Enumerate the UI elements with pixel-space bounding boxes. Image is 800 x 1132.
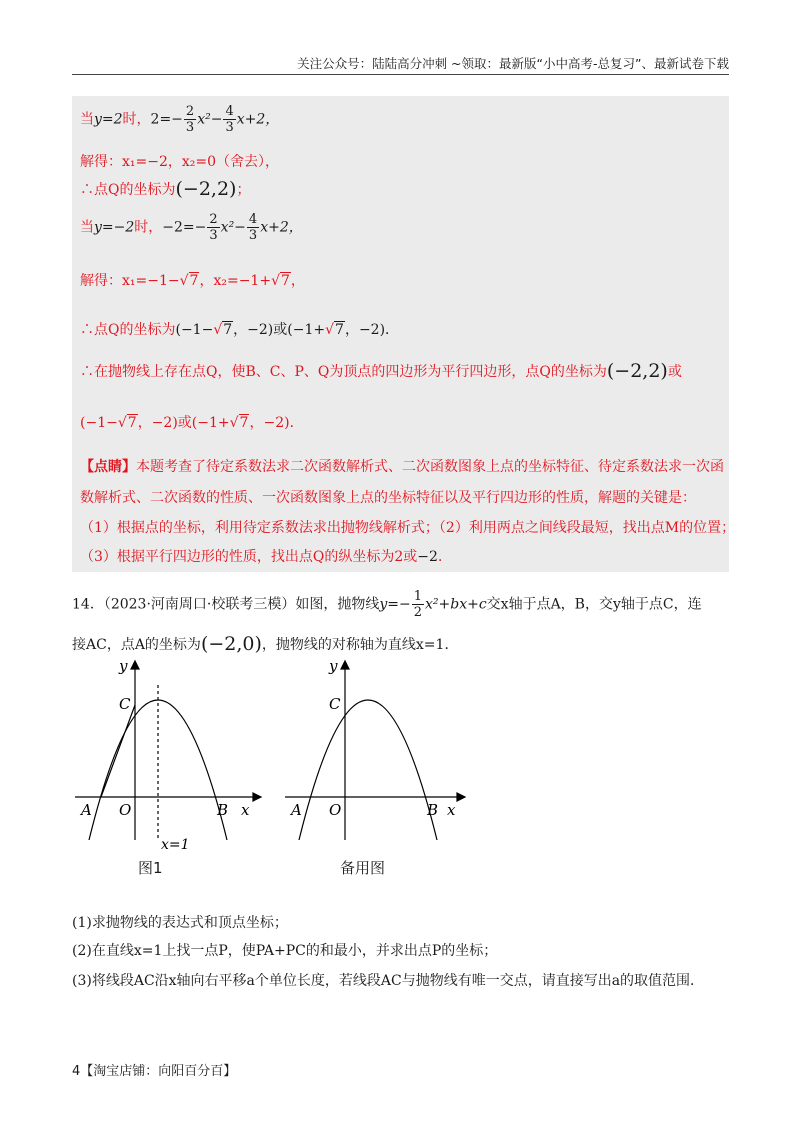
fraction: $\frac{2}{3}$	[209, 212, 218, 243]
label-c: C	[119, 695, 131, 713]
fraction: $\frac{1}{2}$	[413, 589, 422, 620]
label-x: x	[447, 801, 456, 819]
label-b: B	[217, 801, 229, 819]
label-x: x	[241, 801, 250, 819]
x-axis-arrow	[457, 793, 465, 801]
y-axis-arrow	[341, 661, 349, 669]
solution-line-7: ∴在抛物线上存在点Q，使B、C、P、Q为顶点的四边形为平行四边形，点Q的坐标为(−2,2)或	[80, 360, 682, 382]
label-a: A	[81, 801, 92, 819]
question-2: (2)在直线x=1上找一点P，使PA+PC的和最小，并求出点P的坐标；	[72, 943, 498, 959]
solution-line-3: ∴点Q的坐标为(−2,2)；	[80, 178, 251, 200]
parabola	[299, 700, 437, 840]
label-o: O	[119, 801, 132, 819]
question-1: (1)求抛物线的表达式和顶点坐标；	[72, 915, 288, 931]
comment-line-3: （1）根据点的坐标，利用待定系数法求出抛物线解析式；（2）利用两点之间线段最短，找出点M的位置；	[80, 520, 736, 536]
x-axis-arrow	[253, 793, 261, 801]
fraction: $\frac{4}{3}$	[248, 212, 258, 243]
comment-line-2: 数解析式、二次函数的性质、一次函数图象上点的坐标特征以及平行四边形的性质，解题的关键是：	[80, 490, 696, 506]
label-y: y	[329, 657, 338, 675]
figure-1	[75, 655, 265, 855]
question-3: (3)将线段AC沿x轴向右平移a个单位长度，若线段AC与抛物线有唯一交点，请直接写出a的取值范围．	[72, 973, 705, 989]
comment-tag: 【点睛】	[80, 459, 136, 475]
comment-line-1: 【点睛】本题考查了待定系数法求二次函数解析式、二次函数图象上点的坐标特征、待定系数法求一次函	[80, 459, 724, 475]
label-a: A	[291, 801, 302, 819]
label-c: C	[329, 695, 341, 713]
solution-box	[72, 96, 736, 572]
comment-line-4: （3）根据平行四边形的性质，找出点Q的纵坐标为2或−2．	[80, 549, 452, 565]
figure-2-caption: 备用图	[340, 859, 386, 877]
header-text: 关注公众号：陆陆高分冲刺 ~领取：最新版“小中高考-总复习”、最新试卷下载	[297, 56, 729, 71]
problem-line-2: 接AC，点A的坐标为(−2,0)，抛物线的对称轴为直线x=1．	[72, 633, 459, 655]
solution-line-4: 当y=−2时，−2=− $\frac{2}{3}$ x²− $\frac{4}{3}$ x+2，	[80, 212, 303, 243]
page-header	[72, 54, 729, 75]
figure-2	[285, 655, 475, 855]
figure-1-caption: 图1	[138, 859, 163, 877]
segment-ac	[101, 705, 135, 797]
label-o: O	[329, 801, 342, 819]
label-symmetry: x=1	[161, 837, 190, 853]
problem-line-1: 14．（2023·河南周口·校联考三模）如图，抛物线y=− $\frac{1}{2}$ x²+bx+c交x轴于点A，B，交y轴于点C，连	[72, 589, 702, 620]
solution-line-8: (−1−√7，−2)或(−1+√7，−2)．	[80, 415, 304, 431]
solution-line-2: 解得：x₁=−2，x₂=0（舍去），	[80, 154, 280, 170]
label-b: B	[427, 801, 439, 819]
solution-line-5: 解得：x₁=−1−√7，x₂=−1+√7，	[80, 273, 305, 289]
fraction: $\frac{4}{3}$	[225, 104, 234, 135]
page-footer: 4【淘宝店铺：向阳百分百】	[72, 1064, 237, 1079]
y-axis-arrow	[131, 661, 139, 669]
fraction: $\frac{2}{3}$	[185, 104, 195, 135]
label-y: y	[119, 657, 128, 675]
solution-line-1: 当y=2时，2=− $\frac{2}{3}$ x²− $\frac{4}{3}$ x+2，	[80, 104, 280, 135]
solution-line-6: ∴点Q的坐标为(−1−√7，−2)或(−1+√7，−2)．	[80, 322, 400, 338]
